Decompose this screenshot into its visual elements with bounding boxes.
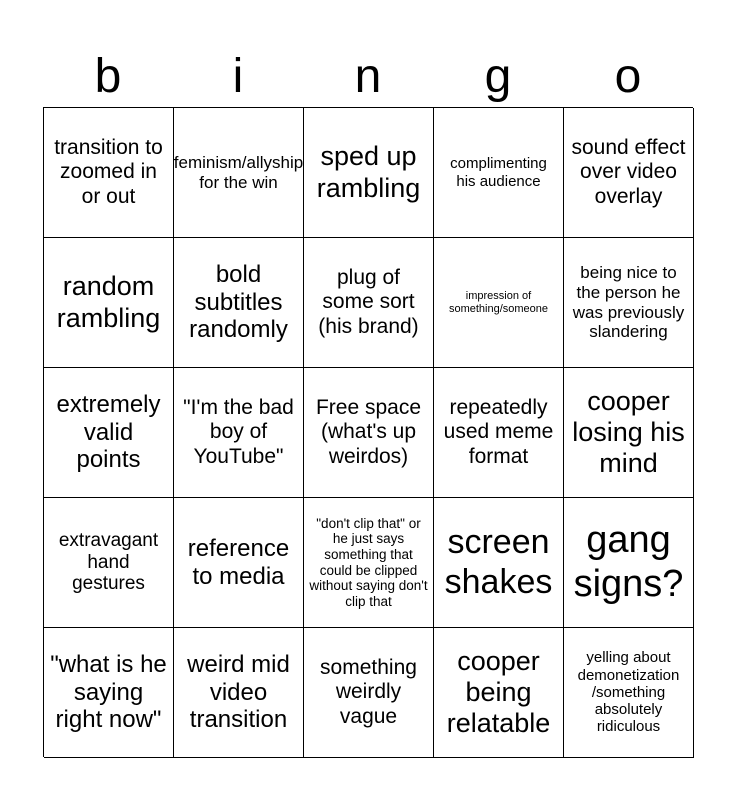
header-letter-i: i — [232, 50, 244, 103]
bingo-cell[interactable] — [304, 108, 434, 238]
cell-text: impression of something/someone — [448, 289, 549, 315]
header-letter-o: o — [614, 50, 642, 103]
cell-text: feminism/allyship for the win — [174, 152, 304, 192]
bingo-cell[interactable] — [174, 368, 304, 498]
cell-text: sound effect over video overlay — [571, 136, 686, 208]
cell-text: yelling about demonetization /something absolutely ridiculous — [577, 649, 680, 736]
bingo-cell[interactable] — [564, 368, 694, 498]
cell-text: cooper losing his mind — [572, 385, 685, 479]
cell-text: plug of some sort (his brand) — [318, 266, 419, 338]
bingo-cell[interactable] — [44, 628, 174, 758]
bingo-cell[interactable] — [174, 238, 304, 368]
cell-text: extremely valid points — [56, 391, 161, 474]
bingo-cell[interactable] — [564, 238, 694, 368]
cell-text: sped up rambling — [316, 141, 421, 203]
cell-text: reference to media — [187, 534, 290, 590]
cell-text: "what is he saying right now" — [50, 651, 167, 734]
bingo-cell[interactable] — [44, 108, 174, 238]
bingo-cell[interactable] — [174, 628, 304, 758]
bingo-cell[interactable] — [44, 368, 174, 498]
cell-text: bold subtitles randomly — [189, 261, 288, 344]
header-letter-g: g — [484, 50, 512, 103]
cell-text: transition to zoomed in or out — [54, 136, 163, 208]
cell-text: Free space (what's up weirdos) — [315, 396, 422, 468]
bingo-cell[interactable] — [564, 498, 694, 628]
cell-text: gang signs? — [573, 518, 684, 605]
bingo-cell[interactable] — [304, 628, 434, 758]
cell-text: repeatedly used meme format — [443, 396, 554, 468]
bingo-board — [43, 107, 693, 757]
bingo-cell[interactable] — [564, 628, 694, 758]
bingo-cell[interactable] — [434, 108, 564, 238]
header-letter-n: n — [354, 50, 382, 103]
cell-text: complimenting his audience — [450, 155, 547, 190]
cell-text: random rambling — [56, 271, 161, 333]
cell-text: "don't clip that" or he just says something that could be clipped without saying don't clip that — [309, 515, 428, 609]
bingo-cell[interactable] — [304, 238, 434, 368]
bingo-cell[interactable] — [434, 628, 564, 758]
bingo-cell[interactable] — [174, 498, 304, 628]
bingo-cell[interactable] — [44, 498, 174, 628]
bingo-cell[interactable] — [174, 108, 304, 238]
cell-text: being nice to the person he was previously slandering — [572, 263, 685, 342]
bingo-cell[interactable] — [434, 238, 564, 368]
bingo-cell[interactable] — [304, 498, 434, 628]
cell-text: something weirdly vague — [320, 656, 417, 728]
cell-text: weird mid video transition — [187, 651, 290, 734]
bingo-cell[interactable] — [434, 498, 564, 628]
cell-text: screen shakes — [444, 523, 553, 601]
bingo-cell[interactable] — [564, 108, 694, 238]
bingo-cell[interactable] — [434, 368, 564, 498]
bingo-header — [43, 46, 693, 108]
cell-text: extravagant hand gestures — [58, 529, 159, 595]
cell-text: cooper being relatable — [446, 645, 551, 739]
bingo-cell[interactable] — [44, 238, 174, 368]
free-space-cell[interactable] — [304, 368, 434, 498]
cell-text: "I'm the bad boy of YouTube" — [183, 396, 294, 468]
header-letter-b: b — [94, 50, 122, 103]
